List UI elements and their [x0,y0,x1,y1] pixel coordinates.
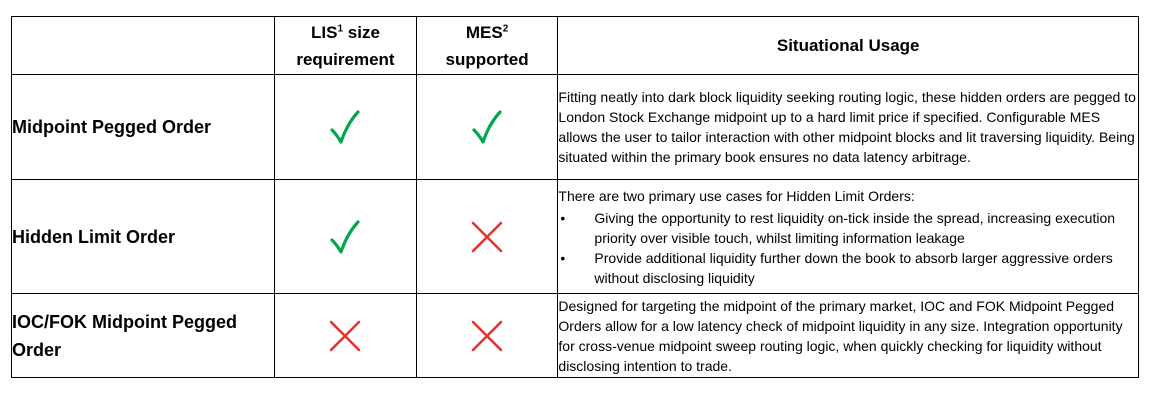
lis-cell [275,180,417,294]
usage-text [558,180,1139,294]
header-mes-footnote: 2 [502,22,509,34]
lis-cell [275,75,417,180]
header-mes-supported-label: supported [445,49,529,69]
check-icon [330,228,360,245]
check-icon [330,118,360,135]
order-name: Midpoint Pegged Order [12,75,275,180]
usage-intro: There are two primary use cases for Hidden Limit Orders: [558,187,915,204]
lis-cell [275,294,417,378]
cross-icon [329,327,361,344]
header-lis-size-label: size [343,22,380,42]
header-mes-supported [416,17,558,75]
order-name: Hidden Limit Order [12,180,275,294]
order-name-line2: Order [12,339,62,360]
header-situational-usage: Situational Usage [558,17,1139,75]
header-row [12,17,1139,75]
usage-text: Designed for targeting the midpoint of the primary market, IOC and FOK Midpoint Pegged Orders allow for a low latency check of midpoint liquidity in any size. Integration opportunity for cross-venue midpoint sweep routing logic, when quickly checking for liquidity without disclosing intention to trade. [558,294,1139,378]
header-empty-cell [12,17,275,75]
header-lis-requirement-label: requirement [296,49,395,69]
bullet-icon: • [560,209,566,226]
order-types-table [11,16,1139,378]
header-lis-footnote: 1 [337,22,344,34]
cross-icon [471,228,503,245]
mes-cell [416,294,558,378]
header-lis-size-requirement [275,17,417,75]
mes-cell [416,75,558,180]
order-name [12,294,275,378]
header-mes-label: MES [465,22,503,42]
usage-text: Fitting neatly into dark block liquidity seeking routing logic, these hidden orders are pegged to London Stock Exchange midpoint up to a hard limit price if specified. Configurable MES allows the user to tailor interaction with other midpoint blocks and lit traversing liquidity. Being situated within the primary book ensures no data latency arbitrage. [558,75,1139,180]
check-icon [472,118,502,135]
bullet-icon: • [560,249,566,266]
table-row-midpoint-pegged [12,75,1139,180]
cross-icon [471,327,503,344]
table-row-ioc-fok [12,294,1139,378]
order-name-line1: IOC/FOK Midpoint Pegged [12,311,237,332]
mes-cell [416,180,558,294]
usage-bullet-list [558,208,1138,288]
table-row-hidden-limit [12,180,1139,294]
header-lis-label: LIS [311,22,338,42]
bullet-text: Giving the opportunity to rest liquidity on-tick inside the spread, increasing execution priority over visible touch, whilst limiting information leakage [594,209,1116,246]
bullet-text: Provide additional liquidity further down the book to absorb larger aggressive orders without disclosing liquidity [594,249,1113,286]
list-item [558,208,1138,248]
list-item [558,248,1138,288]
